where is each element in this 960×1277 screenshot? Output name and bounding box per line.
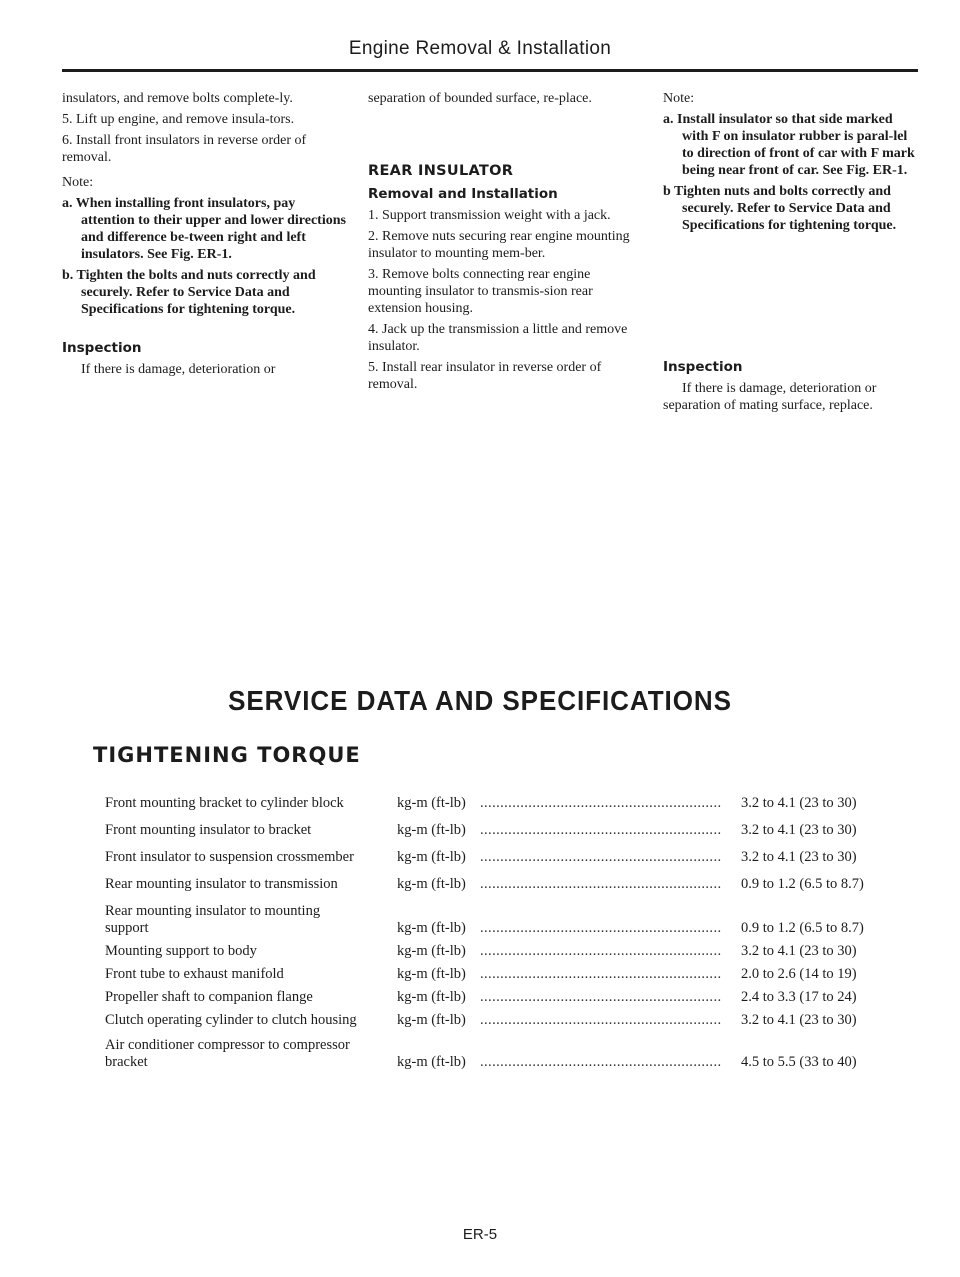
- paragraph-continuation: insulators, and remove bolts complete-ly.: [62, 91, 293, 106]
- row-value: 3.2 to 4.1 (23 to 30): [741, 795, 857, 811]
- row-item: Clutch operating cylinder to clutch housing: [105, 1012, 357, 1028]
- note-a: a. Install insulator so that side marked with F on insulator rubber is paral-lel to direction of front of car with F mark being near front of car. See Fig. ER-1.: [663, 112, 915, 178]
- row-value: 3.2 to 4.1 (23 to 30): [741, 822, 857, 838]
- inspection-text: If there is damage, deterioration or separation of mating surface, replace.: [663, 381, 877, 413]
- row-value: 4.5 to 5.5 (33 to 40): [741, 1054, 857, 1070]
- inspection-text: If there is damage, deterioration or: [81, 362, 276, 377]
- row-value: 0.9 to 1.2 (6.5 to 8.7): [741, 920, 864, 936]
- row-unit: kg-m (ft-lb): [397, 849, 466, 865]
- row-value: 2.0 to 2.6 (14 to 19): [741, 966, 857, 982]
- row-item: Propeller shaft to companion flange: [105, 989, 313, 1005]
- dot-leader: ............................................................: [480, 989, 722, 1005]
- dot-leader: ............................................................: [480, 795, 722, 811]
- dot-leader: ............................................................: [480, 822, 722, 838]
- row-item: Front tube to exhaust manifold: [105, 966, 284, 982]
- note-b: b. Tighten the bolts and nuts correctly and securely. Refer to Service Data and Specifications for tightening torque.: [62, 268, 316, 317]
- step-2: 2. Remove nuts securing rear engine mounting insulator to mounting mem-ber.: [368, 229, 630, 261]
- row-unit: kg-m (ft-lb): [397, 943, 466, 959]
- row-unit: kg-m (ft-lb): [397, 795, 466, 811]
- paragraph-continuation: separation of bounded surface, re-place.: [368, 91, 592, 106]
- row-unit: kg-m (ft-lb): [397, 966, 466, 982]
- row-value: 0.9 to 1.2 (6.5 to 8.7): [741, 876, 864, 892]
- column-left: [62, 90, 346, 382]
- note-b: b Tighten nuts and bolts correctly and securely. Refer to Service Data and Specifications for tightening torque.: [663, 184, 897, 233]
- row-value: 3.2 to 4.1 (23 to 30): [741, 943, 857, 959]
- column-right: [663, 90, 919, 418]
- dot-leader: ............................................................: [480, 943, 722, 959]
- step-6: 6. Install front insulators in reverse order of removal.: [62, 133, 307, 165]
- row-value: 3.2 to 4.1 (23 to 30): [741, 1012, 857, 1028]
- dot-leader: ............................................................: [480, 966, 722, 982]
- row-unit: kg-m (ft-lb): [397, 920, 466, 936]
- page-number: ER-5: [462, 1226, 498, 1243]
- step-5: 5. Install rear insulator in reverse order of removal.: [368, 360, 602, 392]
- row-item: Front mounting insulator to bracket: [105, 822, 312, 838]
- row-unit: kg-m (ft-lb): [397, 822, 466, 838]
- inspection-heading: Inspection: [62, 340, 142, 356]
- dot-leader: ............................................................: [480, 849, 722, 865]
- row-value: 2.4 to 3.3 (17 to 24): [741, 989, 857, 1005]
- service-data-title: SERVICE DATA AND SPECIFICATIONS: [228, 685, 732, 716]
- row-item: Front insulator to suspension crossmember: [105, 849, 354, 865]
- row-item: Rear mounting insulator to transmission: [105, 876, 338, 892]
- row-item: Mounting support to body: [105, 943, 257, 959]
- row-item: Front mounting bracket to cylinder block: [105, 795, 344, 811]
- note-label: Note:: [663, 91, 695, 106]
- rear-insulator-heading: REAR INSULATOR: [368, 163, 514, 179]
- removal-installation-heading: Removal and Installation: [368, 186, 558, 202]
- row-unit: kg-m (ft-lb): [397, 1012, 466, 1028]
- tightening-torque-title: TIGHTENING TORQUE: [93, 743, 361, 767]
- dot-leader: ............................................................: [480, 1054, 722, 1070]
- step-1: 1. Support transmission weight with a jack.: [368, 208, 611, 223]
- row-value: 3.2 to 4.1 (23 to 30): [741, 849, 857, 865]
- step-5: 5. Lift up engine, and remove insula-tors.: [62, 112, 295, 127]
- column-middle: [368, 90, 630, 397]
- page-header: Engine Removal & Installation: [348, 38, 612, 59]
- row-unit: kg-m (ft-lb): [397, 1054, 466, 1070]
- header-rule: [62, 69, 918, 72]
- note-a: a. When installing front insulators, pay attention to their upper and lower directions and difference be-tween right and left insulators. See Fig. ER-1.: [62, 196, 346, 262]
- inspection-heading: Inspection: [663, 359, 743, 375]
- dot-leader: ............................................................: [480, 1012, 722, 1028]
- step-4: 4. Jack up the transmission a little and remove insulator.: [368, 322, 628, 354]
- dot-leader: ............................................................: [480, 876, 722, 892]
- row-item: Air conditioner compressor to compressor bracket: [105, 1037, 350, 1070]
- step-3: 3. Remove bolts connecting rear engine mounting insulator to transmis-sion rear extension housing.: [368, 267, 593, 316]
- dot-leader: ............................................................: [480, 920, 722, 936]
- note-label: Note:: [62, 175, 94, 190]
- row-unit: kg-m (ft-lb): [397, 989, 466, 1005]
- row-item: Rear mounting insulator to mounting support: [105, 903, 321, 936]
- row-unit: kg-m (ft-lb): [397, 876, 466, 892]
